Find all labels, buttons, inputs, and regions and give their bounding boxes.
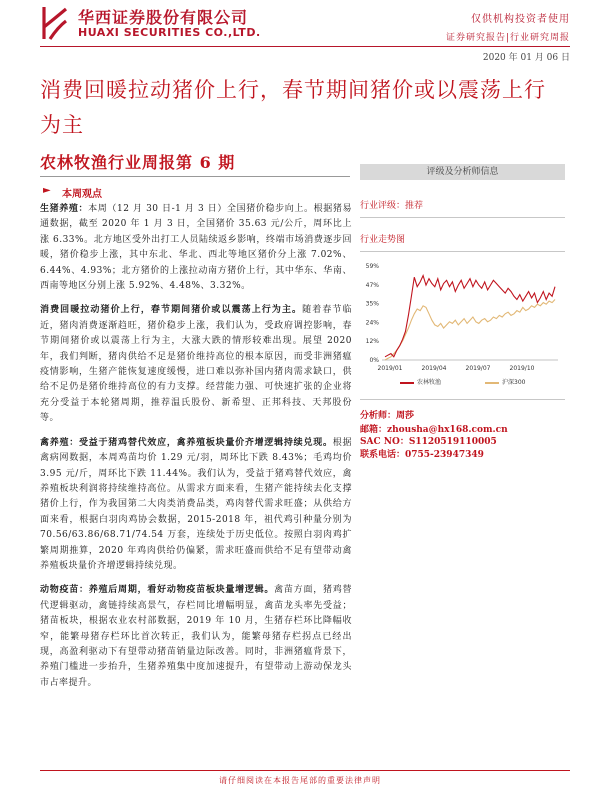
series-line-0	[385, 276, 555, 357]
x-tick-label: 2019/07	[465, 365, 491, 372]
analyst-email[interactable]: 邮箱：zhousha@hx168.com.cn	[360, 424, 508, 435]
x-tick-label: 2019/04	[421, 365, 447, 372]
y-tick-label: 24%	[365, 319, 379, 327]
sidebar	[360, 164, 565, 461]
trend-chart	[360, 260, 565, 375]
analyst-phone: 联系电话：0755-23947349	[360, 449, 484, 460]
paragraph-pig-farming	[40, 202, 352, 294]
x-tick-label: 2019/01	[377, 365, 403, 372]
subtitle-divider	[40, 176, 350, 177]
company-logo	[40, 5, 300, 41]
paragraph-vaccine	[40, 583, 352, 691]
logo-chinese-name: 华西证券股份有限公司	[78, 8, 249, 27]
paragraph-lead: 动物疫苗：养殖后周期，看好动物疫苗板块量增逻辑。	[40, 585, 275, 596]
paragraph-body: 随着春节临近，猪肉消费逐渐趋旺，猪价稳步上涨，我们认为，受政府调控影响，春节期间猪价或以震荡上行为主，大涨大跌的情形较难出现。展望 2020 年，我们判断，猪肉供给不足是猪价维持高位的根本原因，而受非洲猪瘟疫情影响，生猪产能恢复速度缓慢，进口难以弥补国内猪肉需求缺口，供给不足仍是猪价维持高位的有力支撑。经营能力强、可快速扩张的企业将充分受益于本轮猪周期，推荐温氏股份、新希望、正邦科技、天邦股份等。	[40, 305, 352, 424]
legend-item-industry	[400, 377, 441, 386]
audience-note: 仅供机构投资者使用	[471, 14, 570, 25]
paragraph-body: 本周（12 月 30 日-1 月 3 日）全国猪价稳步向上。根据猪易通数据，截至 2020 年 1 月 3 日，全国猪价 35.63 元/公斤，周环比上涨 6.33%。北方地区受外出打工人员陆续返乡影响，终端市场消费逐步回暖，猪价稳步上涨，其中东北、华北、西北等地区猪价分上涨 7.02%、6.44%、4.93%；北方猪价的上涨拉动南方猪价上行，其中华东、华南、西南等地区分别上涨 5.92%、4.48%、3.32%。	[40, 204, 352, 292]
legend-label: 沪深300	[502, 379, 526, 386]
bullet-arrow-icon: ►	[43, 185, 51, 196]
paragraph-lead: 禽养殖：受益于猪鸡替代效应，禽养殖板块量价齐增逻辑持续兑现。	[40, 437, 333, 448]
y-tick-label: 0%	[369, 357, 379, 364]
y-tick-label: 59%	[365, 263, 379, 270]
trend-chart-svg	[360, 260, 565, 375]
footer-disclaimer: 请仔细阅读在本报告尾部的重要法律声明	[219, 776, 381, 785]
legend-label: 农林牧渔	[417, 379, 442, 386]
paragraph-lead: 消费回暖拉动猪价上行，春节期间猪价或以震荡上行为主。	[40, 305, 303, 316]
y-tick-label: 35%	[365, 300, 379, 308]
report-date: 2020 年 01 月 06 日	[482, 53, 570, 63]
report-category: 证券研究报告|行业研究周报	[445, 33, 570, 43]
section-heading-text: 本周观点	[62, 189, 102, 200]
sidebar-header: 评级及分析师信息	[360, 164, 565, 180]
paragraph-body: 禽苗方面，猪鸡替代逻辑驱动，禽链持续高景气，存栏同比增幅明显，禽苗龙头率先受益；猪苗板块，根据农业农村部数据，2019 年 10 月，生猪存栏环比降幅收窄，能繁母猪存栏环比首次转正，我们认为，能繁母猪存栏拐点已经出现，高盈利驱动下有望带动猪苗销量边际改善。同时，非洲猪瘟背景下，养殖门槛进一步抬升，生猪养殖集中度加速提升，有望带动上游动保龙头市占率提升。	[40, 585, 352, 688]
report-title: 消费回暖拉动猪价上行，春节期间猪价或以震荡上行为主	[40, 78, 546, 137]
series-line-1	[385, 300, 555, 361]
chart-legend	[360, 375, 565, 389]
analyst-sac-number: SAC NO：S1120519110005	[360, 437, 497, 447]
analyst-line	[360, 410, 565, 423]
paragraph-body: 根据禽病网数据，本周鸡苗均价 1.29 元/羽，周环比下跌 8.43%；毛鸡均价 3.95 元/斤，周环比下跌 11.44%。我们认为，受益于猪鸡替代效应，禽养殖板块利润将持续维持高位。从需求方面来看，生猪产能持续去化支撑猪价上行，作为我国第二大肉类消费品类，鸡肉替代需求旺盛；从供给方面来看，根据白羽肉鸡协会数据，2015-2018 年，祖代鸡引种量分别为 70.56/63.86/68.71/74.54 万套，连续处于历史低位。按照白羽肉鸡扩繁周期推算，2020 年鸡肉供给仍偏紧，需求旺盛而供给不足有望带动禽养殖板块量价齐增逻辑持续兑现。	[40, 437, 352, 571]
chart-title: 行业走势图	[360, 232, 565, 252]
analyst-label: 分析师：	[360, 411, 397, 421]
contact-divider	[360, 399, 565, 400]
legend-swatch	[485, 382, 499, 384]
footer-divider	[40, 770, 570, 771]
legend-swatch	[400, 382, 414, 384]
y-tick-label: 12%	[365, 338, 379, 346]
header-divider	[40, 46, 570, 47]
section-heading	[40, 184, 352, 202]
main-content	[40, 184, 352, 700]
industry-rating: 行业评级：推荐	[360, 198, 565, 218]
report-subtitle: 农林牧渔行业周报第 6 期	[40, 153, 236, 172]
paragraph-poultry	[40, 436, 352, 575]
huaxi-logo-icon	[40, 5, 70, 41]
paragraph-lead: 生猪养殖：	[40, 204, 89, 214]
logo-english-name: HUAXI SECURITIES CO.,LTD.	[78, 26, 261, 39]
analyst-contact	[360, 410, 565, 461]
legend-item-hs300	[485, 377, 525, 386]
x-tick-label: 2019/10	[509, 365, 535, 372]
analyst-name: 周莎	[396, 411, 415, 421]
y-tick-label: 47%	[365, 281, 379, 289]
paragraph-spring-festival	[40, 303, 352, 426]
